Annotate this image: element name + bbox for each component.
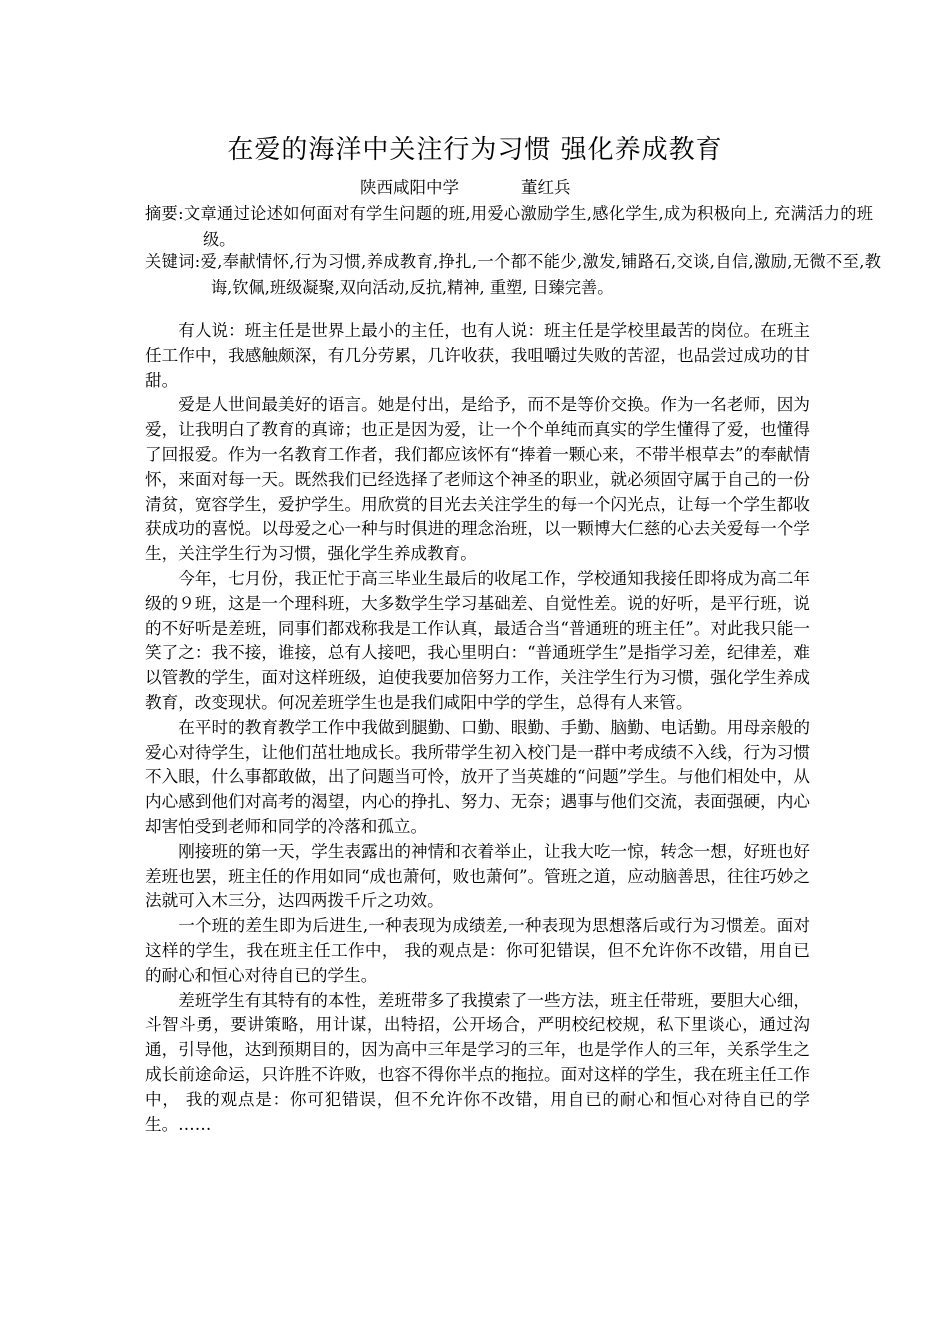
- abstract-label: 摘要:: [145, 204, 184, 223]
- body-paragraph: 今年，七月份，我正忙于高三毕业生最后的收尾工作，学校通知我接任即将成为高二年级的９班，这是一个理科班，大多数学生学习基础差、自觉性差。说的好听，是平行班，说的不好听是差班，同事们都戏称我是工作认真，最适合当“普通班的班主任”。对此我只能一笑了之：我不接，谁接，总有人接吧，我心里明白：“普通班学生”是指学习差，纪律差，难以管教的学生，面对这样班级，迫使我要加倍努力工作，关注学生行为习惯，强化学生养成教育，改变现状。何况差班学生也是我们咸阳中学的学生，总得有人来管。: [145, 568, 810, 712]
- abstract-text: 文章通过论述如何面对有学生问题的班,用爱心激励学生,感化学生,成为积极向上, 充满活力的班级。: [183, 204, 873, 249]
- body-paragraph: 一个班的差生即为后进生,一种表现为成绩差,一种表现为思想落后或行为习惯差。面对这样的学生，我在班主任工作中， 我的观点是：你可犯错误，但不允许你不改错，用自已的耐心和恒心对待自已的学生。: [145, 916, 810, 985]
- body-paragraph: 差班学生有其特有的本性，差班带多了我摸索了一些方法，班主任带班，要胆大心细，斗智斗勇，要讲策略，用计谋，出特招，公开场合，严明校纪校规，私下里谈心，通过沟通，引导他，达到预期目的，因为高中三年是学习的三年，也是学作人的三年，关系学生之成长前途命运，只许胜不许败，也容不得你半点的拖拉。面对这样的学生，我在班主任工作中， 我的观点是：你可犯错误，但不允许你不改错，用自已的耐心和恒心对待自已的学生。……: [145, 990, 810, 1134]
- body-paragraph: 爱是人世间最美好的语言。她是付出，是给予，而不是等价交换。作为一名老师，因为爱，让我明白了教育的真谛；也正是因为爱，让一个个单纯而真实的学生懂得了爱，也懂得了回报爱。作为一名教育工作者，我们都应该怀有“捧着一颗心来，不带半根草去”的奉献情怀，来面对每一天。既然我们已经选择了老师这个神圣的职业，就必须固守属于自己的一份清贫，宽容学生，爱护学生。用欣赏的目光去关注学生的每一个闪光点，让每一个学生都收获成功的喜悦。以母爱之心一种与时俱进的理念治班，以一颗博大仁慈的心去关爱每一个学生，关注学生行为习惯，强化学生养成教育。: [145, 395, 810, 564]
- keywords-label: 关键词:: [145, 252, 201, 271]
- abstract: [145, 201, 873, 253]
- byline: [360, 176, 660, 200]
- keywords: [145, 249, 881, 301]
- body-paragraph: 在平时的教育教学工作中我做到腿勤、口勤、眼勤、手勤、脑勤、电话勤。用母亲般的爱心对待学生，让他们茁壮地成长。我所带学生初入校门是一群中考成绩不入线，行为习惯不入眼，什么事都敢做，出了问题当可怜，放开了当英雄的“问题”学生。与他们相处中，从内心感到他们对高考的渴望，内心的挣扎、努力、无奈；遇事与他们交流，表面强硬，内心却害怕受到老师和同学的冷落和孤立。: [145, 717, 810, 836]
- article-body: [145, 319, 810, 1137]
- body-paragraph: 有人说：班主任是世界上最小的主任，也有人说：班主任是学校里最苦的岗位。在班主任工作中，我感触颇深，有几分劳累，几许收获，我咀嚼过失败的苦涩，也品尝过成功的甘甜。: [145, 321, 810, 390]
- school-name: 陕西咸阳中学: [360, 178, 459, 197]
- body-paragraph: 刚接班的第一天，学生表露出的神情和衣着举止，让我大吃一惊，转念一想，好班也好差班也罢，班主任的作用如同“成也萧何，败也萧何”。管班之道，应动脑善思，往往巧妙之法就可入木三分，达四两拨千斤之功效。: [145, 841, 810, 911]
- article-title: 在爱的海洋中关注行为习惯 强化养成教育: [227, 135, 723, 165]
- keywords-text: 爱,奉献情怀,行为习惯,养成教育,挣扎,一个都不能少,激发,铺路石,交谈,自信,激励,无微不至,教诲,钦佩,班级凝聚,双向活动,反抗,精神, 重塑, 日臻完善。: [200, 252, 881, 297]
- author-name: 董红兵: [521, 178, 571, 197]
